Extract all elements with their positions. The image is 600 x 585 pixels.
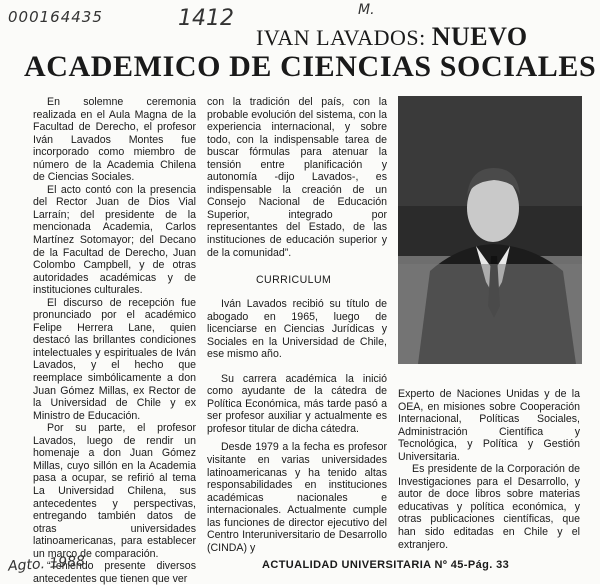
publication-footer: ACTUALIDAD UNIVERSITARIA Nº 45-Pág. 33 <box>262 559 510 571</box>
paragraph: El acto contó con la presencia del Rector Juan de Dios Vial Larraín; del presidente de la mencionada Academia, Carlos Martínez Sotomayor; del Decano de la Facultad de Derecho, Juan Colombo Campbell, y de otras autoridades académicas y de instituciones culturales. <box>33 183 196 297</box>
handwritten-initial: M. <box>358 2 375 18</box>
headline-name: IVAN LAVADOS: <box>256 25 426 50</box>
curriculum-subheading: CURRICULUM <box>256 274 332 286</box>
paragraph: “Teniendo presente diversos antecedentes que tienen que ver <box>33 560 196 585</box>
handwritten-number: 1412 <box>178 6 234 31</box>
article-column-3 <box>398 388 580 551</box>
paragraph: Su carrera académica la inició como ayudante de la cátedra de Política Económica, más tarde pasó a ser profesor auxiliar y actualmente es profesor titular de dicha cátedra. <box>207 372 387 435</box>
portrait-photo <box>398 96 582 364</box>
paragraph: Iván Lavados recibió su título de abogado en 1965, luego de licenciarse en Ciencias Jurídicas y Sociales en la Universidad de Chile, ese mismo año. <box>207 298 387 361</box>
portrait-illustration <box>398 96 582 364</box>
article-column-2-bottom <box>207 298 387 554</box>
handwritten-date: Agto. 1988 <box>7 553 86 575</box>
paragraph: con la tradición del país, con la probable evolución del sistema, con la experiencia internacional, y sobre todo, con la indispensable tarea de buscar fórmulas para atenuar la tensión entre planificación y autonomía -dijo Lavados-, es indispensable la creación de un Consejo Nacional de Educación Superior, integrado por representantes del Estado, de las instituciones de educación superior y de la comunidad”. <box>207 96 387 259</box>
paragraph: Es presidente de la Corporación de Investigaciones para el Desarrollo, y autor de doce libros sobre materias educativas y política económica, y otras publicaciones científicas, que han sido editadas en Chile y el extranjero. <box>398 463 580 551</box>
handwritten-id: 000164435 <box>8 8 103 26</box>
article-column-1 <box>33 96 196 585</box>
headline-nuevo: NUEVO <box>431 22 528 51</box>
paragraph: En solemne ceremonia realizada en el Aula Magna de la Facultad de Derecho, el profesor Iván Lavados Montes fue incorporado como miembro de número de la Academia Chilena de Ciencias Sociales. <box>33 96 196 184</box>
headline-line1 <box>256 22 528 52</box>
paragraph: El discurso de recepción fue pronunciado por el académico Felipe Herrera Lane, quien destacó las brillantes condiciones intelectuales y espirituales de Iván Lavados, y el hecho que reemplace simbólicamente a don Juan Gómez Millas, ex Rector de la Universidad de Chile y ex Ministro de Educación. <box>33 296 196 422</box>
article-column-2-top <box>207 96 387 259</box>
paragraph: Experto de Naciones Unidas y de la OEA, en misiones sobre Cooperación Internacional, Políticas Sociales, Administración Científica y Tecnológica, y Política y Gestión Universitaria. <box>398 388 580 463</box>
paragraph: Desde 1979 a la fecha es profesor visitante en varias universidades latinoamericanas y ha tenido altas responsabilidades en instituciones académicas nacionales e internacionales. Actualmente cumple las funciones de director ejecutivo del Centro Interuniversitario de Desarrollo (CINDA) y <box>207 441 387 554</box>
headline-line2: ACADEMICO DE CIENCIAS SOCIALES <box>24 50 597 83</box>
paragraph: Por su parte, el profesor Lavados, luego de rendir un homenaje a don Juan Gómez Millas, cuyo sillón en la Academia pasa a ocupar, se refirió al tema La Universidad Chilena, sus antecedentes y perspectivas, entregando también datos de otras universidades latinoamericanas, para establecer un marco de comparación. <box>33 422 196 560</box>
